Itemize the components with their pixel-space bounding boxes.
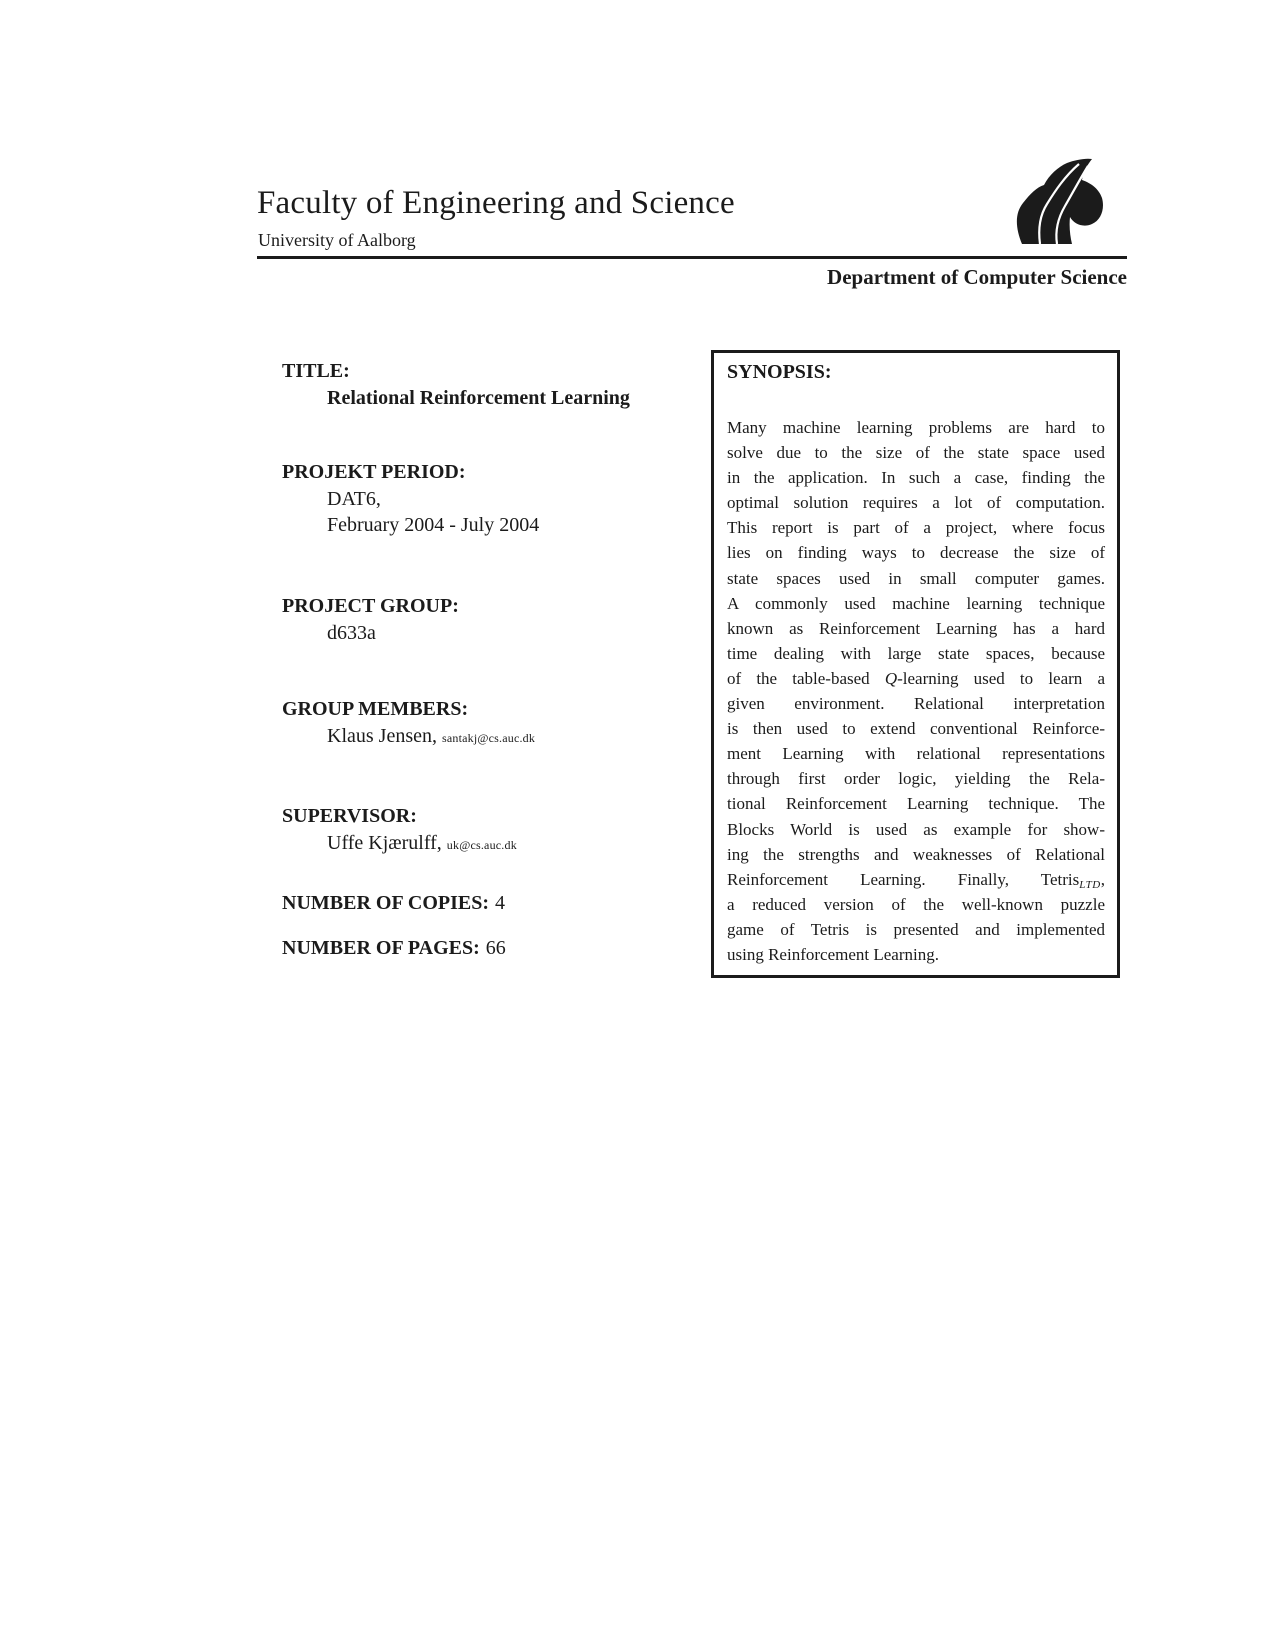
synopsis-line: ment Learning with relational representations (727, 744, 1105, 764)
synopsis-line: game of Tetris is presented and implemented (727, 919, 1105, 939)
metadata-column (282, 357, 702, 962)
project-period-value-2: February 2004 - July 2004 (327, 514, 540, 536)
synopsis-line: a reduced version of the well-known puzzle (727, 894, 1105, 914)
aau-logo (1008, 158, 1108, 246)
project-period-label: PROJEKT PERIOD: (282, 461, 466, 483)
section-number-of-copies (282, 889, 702, 917)
supervisor-name: Uffe Kjærulff, (327, 832, 442, 854)
title-label: TITLE: (282, 360, 350, 382)
aau-three-streams-icon (1008, 158, 1108, 246)
synopsis-line: solve due to the size of the state space used (727, 443, 1105, 463)
department-title: Department of Computer Science (827, 265, 1127, 289)
synopsis-line: tional Reinforcement Learning technique. The (727, 794, 1105, 814)
faculty-title: Faculty of Engineering and Science (257, 185, 735, 221)
supervisor-label: SUPERVISOR: (282, 805, 417, 827)
synopsis-line: A commonly used machine learning technique (727, 593, 1105, 613)
synopsis-line: This report is part of a project, where focus (727, 518, 1105, 538)
synopsis-line: using Reinforcement Learning. (727, 944, 939, 964)
synopsis-line: ing the strengths and weaknesses of Relational (727, 844, 1105, 864)
title-value: Relational Reinforcement Learning (327, 387, 630, 409)
project-group-label: PROJECT GROUP: (282, 595, 459, 617)
synopsis-line: Many machine learning problems are hard to (727, 418, 1105, 437)
synopsis-line: Reinforcement Learning. Finally, Tetris$_{LTD}$, (727, 869, 1105, 891)
supervisor-row (282, 830, 702, 858)
number-of-copies-value: 4 (495, 892, 506, 914)
section-group-members (282, 695, 702, 751)
header-rule (257, 256, 1127, 259)
project-period-value-1: DAT6, (327, 488, 381, 510)
synopsis-text (727, 415, 1105, 967)
synopsis-line: of the table-based Q-learning used to learn a (727, 668, 1105, 688)
section-number-of-pages (282, 934, 702, 962)
university-subtitle: University of Aalborg (258, 230, 416, 250)
group-member-email: santakj@cs.auc.dk (441, 731, 536, 745)
section-project-period (282, 458, 702, 538)
section-project-group (282, 592, 702, 646)
synopsis-line: is then used to extend conventional Reinforce- (727, 719, 1105, 739)
project-group-value: d633a (327, 622, 376, 644)
group-members-label: GROUP MEMBERS: (282, 698, 469, 720)
number-of-pages-value: 66 (485, 937, 506, 959)
synopsis-line: known as Reinforcement Learning has a hard (727, 618, 1105, 638)
synopsis-line: in the application. In such a case, finding the (727, 468, 1105, 488)
number-of-copies-label: NUMBER OF COPIES: (282, 892, 490, 914)
synopsis-line: lies on finding ways to decrease the size of (727, 543, 1105, 563)
number-of-pages-label: NUMBER OF PAGES: (282, 937, 480, 959)
group-member-row (282, 723, 702, 751)
synopsis-line: state spaces used in small computer games. (727, 568, 1105, 588)
synopsis-line: optimal solution requires a lot of computation. (727, 493, 1105, 513)
synopsis-line: Blocks World is used as example for show- (727, 819, 1105, 839)
group-member-name: Klaus Jensen, (327, 725, 437, 747)
synopsis-line: given environment. Relational interpretation (727, 694, 1105, 714)
synopsis-box (711, 350, 1120, 978)
section-supervisor (282, 802, 702, 858)
synopsis-line: through first order logic, yielding the Rela- (727, 769, 1105, 789)
synopsis-heading: SYNOPSIS: (727, 361, 832, 383)
synopsis-line: time dealing with large state spaces, because (727, 643, 1105, 663)
section-title (282, 357, 702, 411)
supervisor-email: uk@cs.auc.dk (446, 838, 517, 852)
